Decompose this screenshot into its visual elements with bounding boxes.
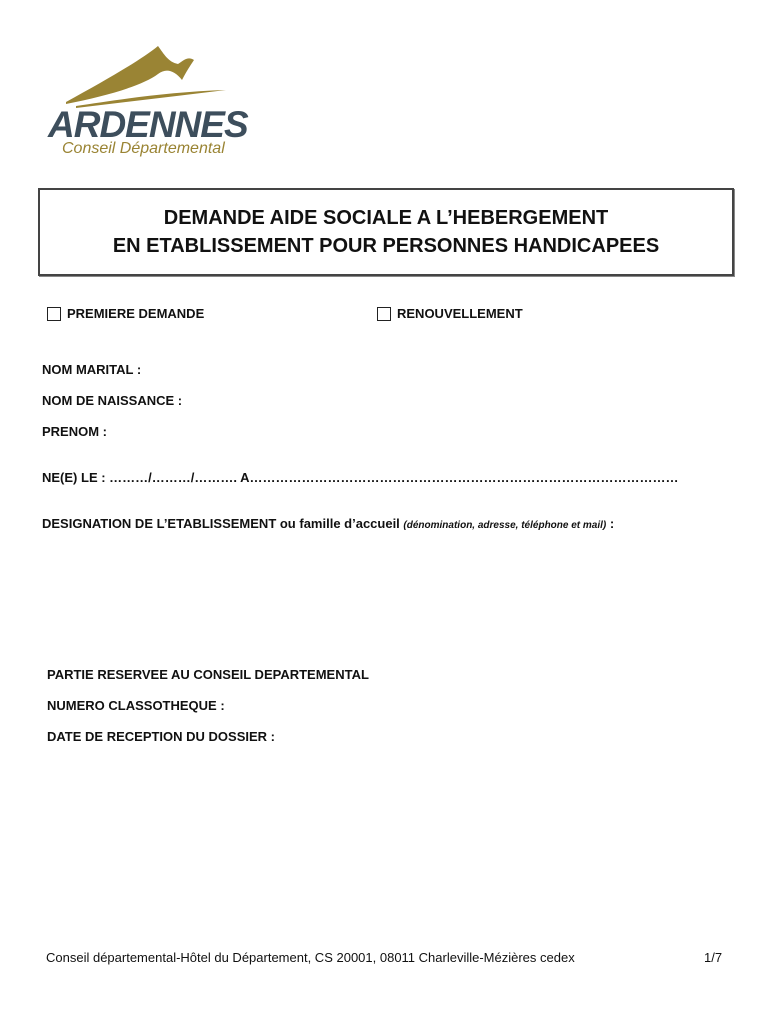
- logo-name: ARDENNES: [48, 104, 248, 145]
- field-numero-classotheque[interactable]: NUMERO CLASSOTHEQUE :: [47, 698, 225, 713]
- checkbox-first-request-label: PREMIERE DEMANDE: [67, 306, 205, 321]
- designation-label: DESIGNATION DE L’ETABLISSEMENT ou famille d’accueil: [42, 516, 400, 531]
- logo-subtitle: Conseil Départemental: [62, 140, 225, 157]
- footer-address: Conseil départemental-Hôtel du Département, CS 20001, 08011 Charleville-Mézières cedex: [46, 950, 575, 965]
- title-line-2: EN ETABLISSEMENT POUR PERSONNES HANDICAPEES: [112, 235, 660, 257]
- checkbox-first-request[interactable]: [47, 306, 204, 321]
- checkbox-renewal[interactable]: [377, 306, 523, 321]
- page-number: 1/7: [704, 950, 723, 965]
- title-line-1: DEMANDE AIDE SOCIALE A L’HEBERGEMENT: [163, 207, 609, 229]
- field-designation[interactable]: [42, 516, 614, 531]
- field-date-lieu-naissance[interactable]: NE(E) LE : ………/………/………. A………………………………………………………………………………………: [42, 470, 679, 485]
- reserved-heading: PARTIE RESERVEE AU CONSEIL DEPARTEMENTAL: [47, 667, 369, 682]
- title-box: [38, 188, 734, 276]
- field-date-reception[interactable]: DATE DE RECEPTION DU DOSSIER :: [47, 729, 276, 744]
- designation-note: (dénomination, adresse, téléphone et mail): [403, 520, 607, 531]
- checkbox-icon[interactable]: [377, 307, 391, 321]
- ardennes-logo: [46, 40, 246, 160]
- field-nom-marital[interactable]: NOM MARITAL :: [42, 362, 142, 377]
- field-prenom[interactable]: PRENOM :: [42, 424, 107, 439]
- checkbox-renewal-label: RENOUVELLEMENT: [397, 306, 523, 321]
- field-nom-naissance[interactable]: NOM DE NAISSANCE :: [42, 393, 183, 408]
- checkbox-icon[interactable]: [47, 307, 61, 321]
- logo-swoosh-icon: [46, 40, 246, 110]
- designation-colon: :: [606, 516, 615, 531]
